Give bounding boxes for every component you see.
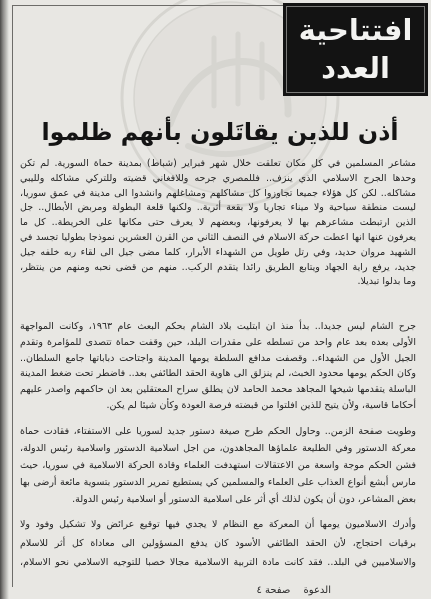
editorial-badge-subtitle: العدد: [321, 51, 390, 85]
top-border-rule: [12, 5, 284, 6]
paragraph-line: فشن الحكم موجة واسعة من الاعتقالات استهدفت العلماء وقادة الحركة الاسلامية في سوريا، حيث: [20, 460, 416, 471]
paragraph-line: جرح الشام ليس جديدا.. بدأ منذ ان ابتليت بلاد الشام بحكم البعث عام ١٩٦٣، وكانت المواجهة: [20, 321, 416, 332]
paragraph-line: أحكاما قاسية، ولأن يتيح للذين افلتوا من قبضته فرصة العودة وكأن شيئا لم يكن.: [106, 399, 416, 411]
paragraph-1: [20, 157, 416, 290]
editorial-badge: [283, 3, 428, 96]
paragraph-line: الباسلة يتقدمها شيخها المجاهد محمد الحامد لان يطلق سراح المعتقلين بعد ان حاكمهم واصدر عليهم: [20, 384, 416, 396]
paragraph-line: الأولى بعده بعد عام واحد من تسلطه على مقدرات البلد، حين وقفت حماة تتصدى للمؤامرة وتقدم: [20, 336, 416, 348]
scan-edge-shadow: [0, 0, 9, 599]
paragraph-line: الجيل الأول من الشهداء.. وقصفت مدافع السلطة يومها المدينة واجتاحت دباباتها جامع السلطان..: [20, 352, 416, 364]
page-footer: [246, 584, 331, 598]
paragraph-line: جديد، يرفع راية الجهاد ويتابع الطريق رائدا يتقدم الركب.. منهم من قضى نحبه ومنهم من ينتظر،: [20, 261, 416, 273]
headline: أذن للذين يقاتَلون بأنهم ظلموا: [41, 118, 399, 146]
paragraph-2: [20, 319, 416, 414]
editorial-badge-title: افتتاحية: [298, 13, 413, 47]
left-border-rule: [12, 5, 13, 587]
paragraph-line: بعض المشاعر، دون أن يكون لذلك أي أثر على اسلامية الدستور أو اسلامية رئيس الدولة.: [72, 494, 416, 505]
paragraph-line: وأدرك الاسلاميون يومها أن المعركة مع النظام لا يجدي فيها توقيع عرائض ولا تشكيل وفود ولا: [20, 519, 416, 530]
paragraph-line: مشاعر المسلمين في كل مكان تعلقت خلال شهر فبراير (شباط) بمدينة حماة السورية. لم تكن: [20, 158, 416, 169]
paragraph-line: الذين ارتبطت مشاعرهم بها لا يعرفونها، وبعضهم لا يعرف حتى مكانها على الخريطة.. كل ما: [20, 217, 416, 229]
paragraph-line: الشهيد مروان حديد، وفي رتل طويل من الشهداء الأبرار، كلما مضى جيل الى لقاء ربه خلفه جيل: [20, 246, 416, 258]
paragraph-line: ليست منطقة سياحية ولا ميناء تجاريا ولا بقعة أثرية.. ولكنها قلعة البطولة ومربض الأبطال.. جل: [20, 202, 416, 214]
paragraph-line: مارس أبشع أنواع العذاب على العلماء والمسلمين كي يستطيع تمرير الدستور بتسوية مائعة أرضى بها: [20, 477, 416, 488]
footer-magazine-name: الدعوة: [303, 585, 331, 596]
footer-page-number: صفحة ٤: [256, 585, 291, 596]
paragraph-4: [20, 515, 416, 572]
paragraph-line: مشاكله.. لكن كل هؤلاء جميعا تجاوزوا كل مشاكلهم ومشاغلهم وانشدوا الى مدينة في عمق سوريا،: [20, 187, 416, 199]
paragraph-line: وكان الحكم يومها محدود الخبث، لم ينزلق الى هاوية الحقد الطائفي بعد.. فاضطر تحت ضغط المدينة: [20, 368, 416, 380]
paragraph-line: والاسلاميين في البلد.. فقد كانت مادة التربية الاسلامية مجالا خصبا للتوجيه الاسلامي نحو الاسلام،: [20, 557, 416, 568]
paragraph-line: وما بدلوا تبديلا.: [357, 276, 416, 288]
paragraph-line: معركة الدستور وفي الطليعة علماؤها المجاهدون، من اجل اسلامية الدستور واسلامية رئيس الدولة،: [20, 443, 416, 454]
paragraph-line: وحدها الجرح الاسلامي الذي ينزف.. فللمصري جرحه وللافغاني قضيته وللتركي مشاكله ولليبي: [20, 172, 416, 184]
paragraph-line: وطويت صفحة الزمن.. وحاول الحكم طرح صيغة دستور جديد لسوريا على الاستفتاء، فقادت حماة: [20, 426, 416, 437]
paragraph-3: [20, 423, 416, 508]
paragraph-line: يعرفون عنها انها اعطت حركة الاسلام في النصف الثاني من القرن العشرين نموذجا بطوليا تجسد في: [20, 231, 416, 243]
paragraph-line: برقيات احتجاج، لأن الحقد الطائفي الأسود كان يدفع المسؤولين الى معاداة كل أثر للاسلام: [20, 538, 416, 549]
